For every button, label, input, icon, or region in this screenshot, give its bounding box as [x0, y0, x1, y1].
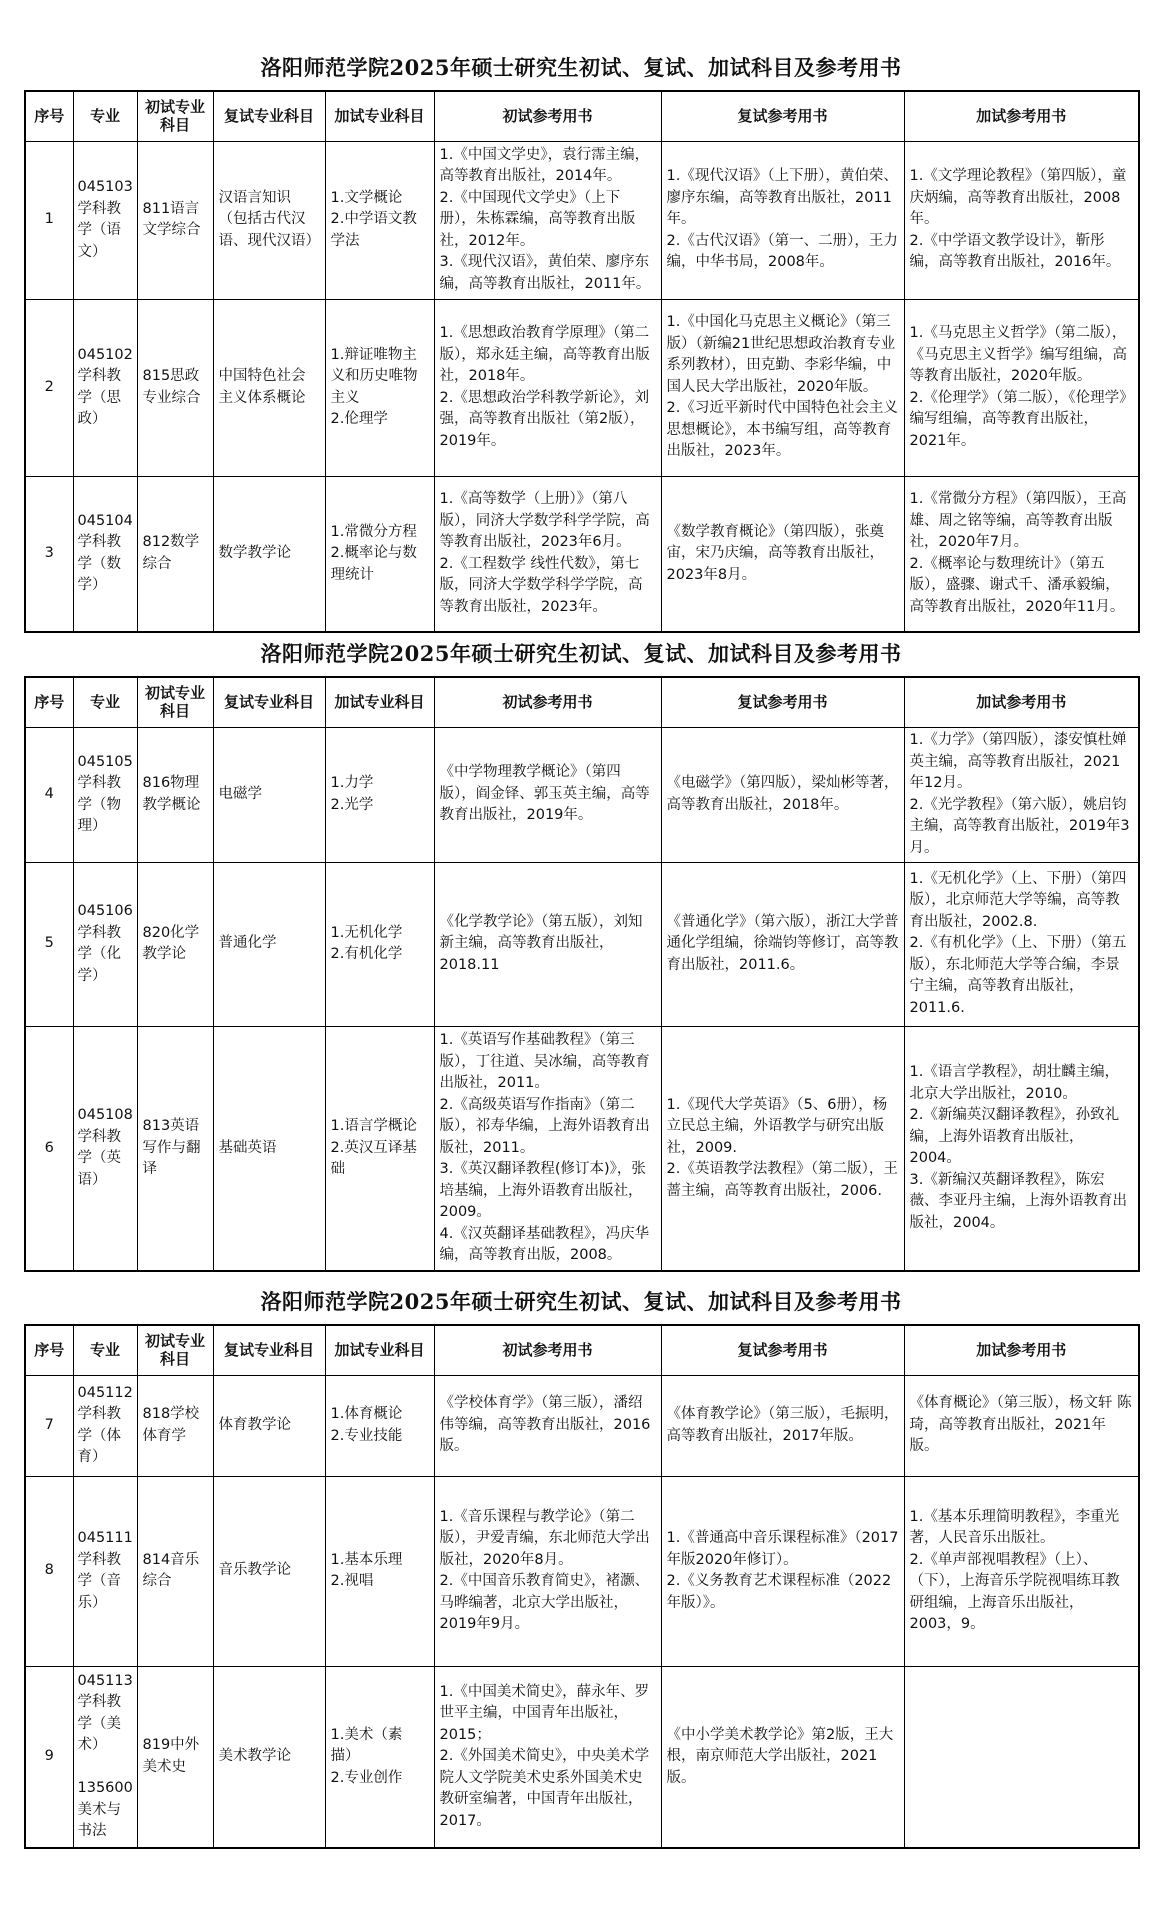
row-major: 045112学科教学（体育）	[73, 1375, 137, 1476]
row-retest-subject: 美术教学论	[213, 1666, 325, 1848]
row-major: 045105学科教学（物理）	[73, 727, 137, 862]
row-extra-books: 1.《语言学教程》，胡壮麟主编，北京大学出版社，2010。 2.《新编英汉翻译教程》，孙致礼编，上海外语教育出版社，2004。 3.《新编汉英翻译教程》，陈宏薇、李亚丹主编，上海外语教育出版社，2004。	[904, 1026, 1139, 1271]
section-title: 洛阳师范学院2025年硕士研究生初试、复试、加试科目及参考用书	[260, 641, 902, 666]
row-retest-books: 1.《普通高中音乐课程标准》（2017年版2020年修订）。 2.《义务教育艺术课程标准（2022年版）》。	[661, 1476, 904, 1666]
row-initial-subject: 815思政专业综合	[137, 299, 213, 476]
section-title: 洛阳师范学院2025年硕士研究生初试、复试、加试科目及参考用书	[260, 1289, 902, 1314]
row-extra-books: 《体育概论》（第三版），杨文轩 陈琦，高等教育出版社，2021年版。	[904, 1375, 1139, 1476]
header-initial-books: 初试参考用书	[434, 1325, 661, 1375]
table-row	[25, 141, 1139, 299]
row-no: 2	[25, 299, 73, 476]
row-extra-books: 1.《基本乐理简明教程》，李重光著，人民音乐出版社。 2.《单声部视唱教程》（上）、（下），上海音乐学院视唱练耳教研组编，上海音乐出版社，2003，9。	[904, 1476, 1139, 1666]
table-header-row	[25, 91, 1139, 141]
row-initial-books: 1.《思想政治教育学原理》（第二版），郑永廷主编，高等教育出版社，2018年。 2.《思想政治学科教学新论》，刘强，高等教育出版社（第2版），2019年。	[434, 299, 661, 476]
subjects-table	[24, 90, 1140, 633]
header-initial-subject: 初试专业 科目	[137, 91, 213, 141]
table-header-row	[25, 1325, 1139, 1375]
table-row	[25, 1666, 1139, 1848]
row-retest-subject: 基础英语	[213, 1026, 325, 1271]
section-title: 洛阳师范学院2025年硕士研究生初试、复试、加试科目及参考用书	[260, 55, 902, 80]
header-major: 专业	[73, 677, 137, 727]
row-extra-subject: 1.无机化学 2.有机化学	[325, 862, 434, 1026]
table-row	[25, 862, 1139, 1026]
table-row	[25, 1026, 1139, 1271]
row-extra-subject: 1.语言学概论 2.英汉互译基础	[325, 1026, 434, 1271]
subjects-table	[24, 676, 1140, 1272]
row-retest-subject: 体育教学论	[213, 1375, 325, 1476]
header-no: 序号	[25, 91, 73, 141]
row-initial-books: 1.《中国文学史》，袁行霈主编，高等教育出版社，2014年。 2.《中国现代文学史》（上下册），朱栋霖编，高等教育出版社，2012年。 3.《现代汉语》，黄伯荣、廖序东编，高等教育出版社，2011年。	[434, 141, 661, 299]
subjects-table	[24, 1324, 1140, 1849]
header-retest-subject: 复试专业科目	[213, 1325, 325, 1375]
row-retest-books: 《电磁学》（第四版），梁灿彬等著，高等教育出版社，2018年。	[661, 727, 904, 862]
table-row	[25, 476, 1139, 632]
row-retest-books: 《普通化学》（第六版），浙江大学普通化学组编，徐端钧等修订，高等教育出版社，2011.6。	[661, 862, 904, 1026]
row-no: 5	[25, 862, 73, 1026]
header-initial-subject: 初试专业 科目	[137, 1325, 213, 1375]
row-major: 045102学科教学（思政）	[73, 299, 137, 476]
row-extra-subject: 1.美术（素描） 2.专业创作	[325, 1666, 434, 1848]
row-initial-books: 《中学物理教学概论》（第四版），阎金铎、郭玉英主编，高等教育出版社，2019年。	[434, 727, 661, 862]
header-major: 专业	[73, 1325, 137, 1375]
row-extra-subject: 1.常微分方程 2.概率论与数理统计	[325, 476, 434, 632]
row-retest-subject: 中国特色社会主义体系概论	[213, 299, 325, 476]
row-initial-subject: 814音乐综合	[137, 1476, 213, 1666]
row-initial-books: 1.《中国美术简史》，薛永年、罗世平主编，中国青年出版社，2015； 2.《外国美术简史》，中央美术学院人文学院美术史系外国美术史教研室编著，中国青年出版社，2017。	[434, 1666, 661, 1848]
header-retest-books: 复试参考用书	[661, 677, 904, 727]
row-no: 8	[25, 1476, 73, 1666]
table-row	[25, 1476, 1139, 1666]
row-no: 7	[25, 1375, 73, 1476]
row-retest-books: 《数学教育概论》（第四版），张奠宙，宋乃庆编，高等教育出版社，2023年8月。	[661, 476, 904, 632]
row-extra-books: 1.《马克思主义哲学》（第二版），《马克思主义哲学》编写组编，高等教育出版社，2020年版。 2.《伦理学》（第二版），《伦理学》编写组编，高等教育出版社，2021年。	[904, 299, 1139, 476]
row-retest-books: 1.《现代汉语》（上下册），黄伯荣、廖序东编，高等教育出版社，2011年。 2.《古代汉语》（第一、二册），王力编，中华书局，2008年。	[661, 141, 904, 299]
row-major: 045106学科教学（化学）	[73, 862, 137, 1026]
row-retest-books: 1.《中国化马克思主义概论》（第三版）（新编21世纪思想政治教育专业系列教材），田克勤、李彩华编，中国人民大学出版社，2020年版。 2.《习近平新时代中国特色社会主义思想概论》，本书编写组，高等教育出版社，2023年。	[661, 299, 904, 476]
row-initial-subject: 820化学教学论	[137, 862, 213, 1026]
row-retest-books: 1.《现代大学英语》（5、6册），杨立民总主编，外语教学与研究出版社，2009. 2.《英语教学法教程》（第二版），王蔷主编，高等教育出版社，2006.	[661, 1026, 904, 1271]
row-retest-subject: 电磁学	[213, 727, 325, 862]
row-no: 6	[25, 1026, 73, 1271]
row-retest-books: 《中小学美术教学论》第2版，王大根，南京师范大学出版社，2021版。	[661, 1666, 904, 1848]
row-initial-books: 1.《高等数学（上册）》（第八版），同济大学数学科学学院，高等教育出版社，2023年6月。 2.《工程数学 线性代数》，第七版，同济大学数学科学学院，高等教育出版社，2023年。	[434, 476, 661, 632]
header-major: 专业	[73, 91, 137, 141]
row-major: 045113学科教学（美术） 135600美术与书法	[73, 1666, 137, 1848]
section-3	[24, 1280, 1138, 1849]
row-major: 045103学科教学（语文）	[73, 141, 137, 299]
row-no: 3	[25, 476, 73, 632]
row-initial-books: 1.《英语写作基础教程》（第三版），丁往道、吴冰编，高等教育出版社，2011。 2.《高级英语写作指南》（第二版），祁寿华编，上海外语教育出版社，2011。 3.《英汉翻译教程(修订本)》，张培基编，上海外语教育出版社，2009。 4.《汉英翻译基础教程》，冯庆华编，高等教育出版，2008。	[434, 1026, 661, 1271]
header-extra-subject: 加试专业科目	[325, 1325, 434, 1375]
row-initial-books: 《学校体育学》（第三版），潘绍伟等编，高等教育出版社，2016版。	[434, 1375, 661, 1476]
row-extra-subject: 1.基本乐理 2.视唱	[325, 1476, 434, 1666]
row-retest-subject: 汉语言知识（包括古代汉语、现代汉语）	[213, 141, 325, 299]
row-extra-books: 1.《力学》（第四版），漆安慎杜婵英主编，高等教育出版社，2021年12月。 2.《光学教程》（第六版），姚启钧主编，高等教育出版社，2019年3月。	[904, 727, 1139, 862]
row-initial-subject: 819中外美术史	[137, 1666, 213, 1848]
row-major: 045104学科教学（数学）	[73, 476, 137, 632]
section-1	[24, 46, 1138, 633]
header-initial-books: 初试参考用书	[434, 91, 661, 141]
table-row	[25, 299, 1139, 476]
row-extra-books	[904, 1666, 1139, 1848]
table-row	[25, 727, 1139, 862]
header-extra-books: 加试参考用书	[904, 677, 1139, 727]
header-extra-subject: 加试专业科目	[325, 677, 434, 727]
row-initial-subject: 813英语写作与翻译	[137, 1026, 213, 1271]
header-no: 序号	[25, 677, 73, 727]
header-retest-books: 复试参考用书	[661, 91, 904, 141]
row-extra-subject: 1.力学 2.光学	[325, 727, 434, 862]
header-extra-books: 加试参考用书	[904, 1325, 1139, 1375]
header-initial-subject: 初试专业 科目	[137, 677, 213, 727]
row-major: 045111学科教学（音乐）	[73, 1476, 137, 1666]
row-major: 045108学科教学（英语）	[73, 1026, 137, 1271]
row-extra-books: 1.《文学理论教程》（第四版），童庆炳编，高等教育出版社，2008年。 2.《中学语文教学设计》，靳彤编，高等教育出版社，2016年。	[904, 141, 1139, 299]
section-2	[24, 632, 1138, 1272]
row-initial-subject: 812数学综合	[137, 476, 213, 632]
row-retest-subject: 普通化学	[213, 862, 325, 1026]
row-no: 9	[25, 1666, 73, 1848]
row-extra-subject: 1.辩证唯物主义和历史唯物主义 2.伦理学	[325, 299, 434, 476]
header-retest-subject: 复试专业科目	[213, 677, 325, 727]
row-extra-books: 1.《常微分方程》（第四版），王高雄、周之铭等编，高等教育出版社，2020年7月。 2.《概率论与数理统计》（第五版），盛骤、谢式千、潘承毅编，高等教育出版社，2020年11月。	[904, 476, 1139, 632]
header-extra-books: 加试参考用书	[904, 91, 1139, 141]
header-retest-subject: 复试专业科目	[213, 91, 325, 141]
row-initial-subject: 811语言文学综合	[137, 141, 213, 299]
row-initial-subject: 816物理教学概论	[137, 727, 213, 862]
row-initial-books: 《化学教学论》（第五版），刘知新主编，高等教育出版社，2018.11	[434, 862, 661, 1026]
row-retest-books: 《体育教学论》（第三版），毛振明，高等教育出版社，2017年版。	[661, 1375, 904, 1476]
row-retest-subject: 音乐教学论	[213, 1476, 325, 1666]
row-initial-subject: 818学校体育学	[137, 1375, 213, 1476]
row-extra-subject: 1.体育概论 2.专业技能	[325, 1375, 434, 1476]
header-initial-books: 初试参考用书	[434, 677, 661, 727]
table-row	[25, 1375, 1139, 1476]
row-initial-books: 1.《音乐课程与教学论》（第二版），尹爱青编，东北师范大学出版社，2020年8月。 2.《中国音乐教育简史》，褚灏、马晔编著，北京大学出版社，2019年9月。	[434, 1476, 661, 1666]
row-no: 4	[25, 727, 73, 862]
row-extra-subject: 1.文学概论 2.中学语文教学法	[325, 141, 434, 299]
row-no: 1	[25, 141, 73, 299]
row-retest-subject: 数学教学论	[213, 476, 325, 632]
header-no: 序号	[25, 1325, 73, 1375]
table-header-row	[25, 677, 1139, 727]
header-extra-subject: 加试专业科目	[325, 91, 434, 141]
header-retest-books: 复试参考用书	[661, 1325, 904, 1375]
row-extra-books: 1.《无机化学》（上、下册）（第四版），北京师范大学等编，高等教育出版社，2002.8. 2.《有机化学》（上、下册）（第五版），东北师范大学等合编，李景宁主编，高等教育出版社，2011.6.	[904, 862, 1139, 1026]
